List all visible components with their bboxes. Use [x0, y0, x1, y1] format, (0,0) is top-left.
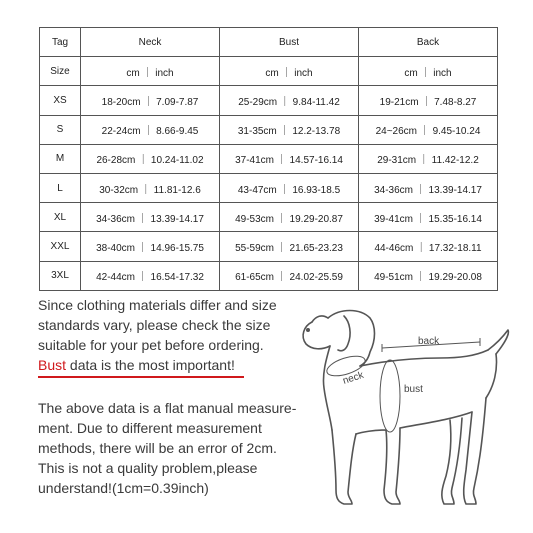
table-units-row [40, 57, 498, 86]
note-line: suitable for your pet before ordering. [38, 337, 264, 353]
size-cell: L [40, 173, 81, 202]
bust-cell: 61-65cm ｜ 24.02-25.59 [220, 261, 359, 290]
note-line: This is not a quality problem,please [38, 460, 258, 476]
neck-cell: 34-36cm ｜ 13.39-14.17 [81, 203, 220, 232]
note-line: The above data is a flat manual measure- [38, 400, 297, 416]
note-line-emphasis [38, 355, 318, 375]
red-underline-divider [38, 376, 244, 378]
bust-label: bust [404, 384, 423, 395]
back-cell: 44-46cm ｜ 17.32-18.11 [359, 232, 498, 261]
size-cell: S [40, 115, 81, 144]
measurement-disclaimer-note [38, 398, 328, 498]
neck-cell: 42-44cm ｜ 16.54-17.32 [81, 261, 220, 290]
dog-outline-icon [303, 311, 508, 505]
back-cell: 34-36cm ｜ 13.39-14.17 [359, 173, 498, 202]
back-cell: 29-31cm ｜ 11.42-12.2 [359, 144, 498, 173]
bust-cell: 37-41cm ｜ 14.57-16.14 [220, 144, 359, 173]
table-row [40, 173, 498, 202]
header-cell-bust: Bust [220, 28, 359, 57]
table-row [40, 86, 498, 115]
table-row [40, 144, 498, 173]
size-cell: XXL [40, 232, 81, 261]
bust-cell: 43-47cm ｜ 16.93-18.5 [220, 173, 359, 202]
size-cell: XS [40, 86, 81, 115]
note-line: Since clothing materials differ and size [38, 297, 277, 313]
bust-cell: 25-29cm ｜ 9.84-11.42 [220, 86, 359, 115]
bust-measure-loop [380, 360, 400, 432]
table-header-row [40, 28, 498, 57]
bust-highlight: Bust [38, 357, 67, 373]
back-cell: 24~26cm ｜ 9.45-10.24 [359, 115, 498, 144]
size-cell: 3XL [40, 261, 81, 290]
back-cell: 39-41cm ｜ 15.35-16.14 [359, 203, 498, 232]
note-line-rest: data is the most important! [66, 357, 235, 373]
table-row [40, 115, 498, 144]
units-cell-bust: cm ｜ inch [220, 57, 359, 86]
neck-cell: 22-24cm ｜ 8.66-9.45 [81, 115, 220, 144]
header-cell-neck: Neck [81, 28, 220, 57]
bust-cell: 55-59cm ｜ 21.65-23.23 [220, 232, 359, 261]
neck-cell: 18-20cm ｜ 7.09-7.87 [81, 86, 220, 115]
bust-cell: 31-35cm ｜ 12.2-13.78 [220, 115, 359, 144]
header-cell-tag: Tag [40, 28, 81, 57]
dog-measurement-diagram [290, 300, 520, 525]
header-cell-back: Back [359, 28, 498, 57]
neck-label: neck [341, 369, 366, 387]
neck-cell: 38-40cm ｜ 14.96-15.75 [81, 232, 220, 261]
neck-cell: 30-32cm ｜ 11.81-12.6 [81, 173, 220, 202]
table-row [40, 261, 498, 290]
units-cell-back: cm ｜ inch [359, 57, 498, 86]
units-cell-neck: cm ｜ inch [81, 57, 220, 86]
size-cell: XL [40, 203, 81, 232]
back-cell: 19-21cm ｜ 7.48-8.27 [359, 86, 498, 115]
table-row [40, 203, 498, 232]
note-line: ment. Due to different measurement [38, 420, 262, 436]
table-row [40, 232, 498, 261]
back-label: back [418, 336, 440, 347]
note-line: understand!(1cm=0.39inch) [38, 480, 209, 496]
note-line: standards vary, please check the size [38, 317, 271, 333]
bust-cell: 49-53cm ｜ 19.29-20.87 [220, 203, 359, 232]
size-cell: M [40, 144, 81, 173]
sizing-advice-note [38, 295, 318, 378]
note-line: methods, there will be an error of 2cm. [38, 440, 277, 456]
neck-cell: 26-28cm ｜ 10.24-11.02 [81, 144, 220, 173]
units-cell-size: Size [40, 57, 81, 86]
size-chart-table [39, 27, 498, 291]
back-cell: 49-51cm ｜ 19.29-20.08 [359, 261, 498, 290]
